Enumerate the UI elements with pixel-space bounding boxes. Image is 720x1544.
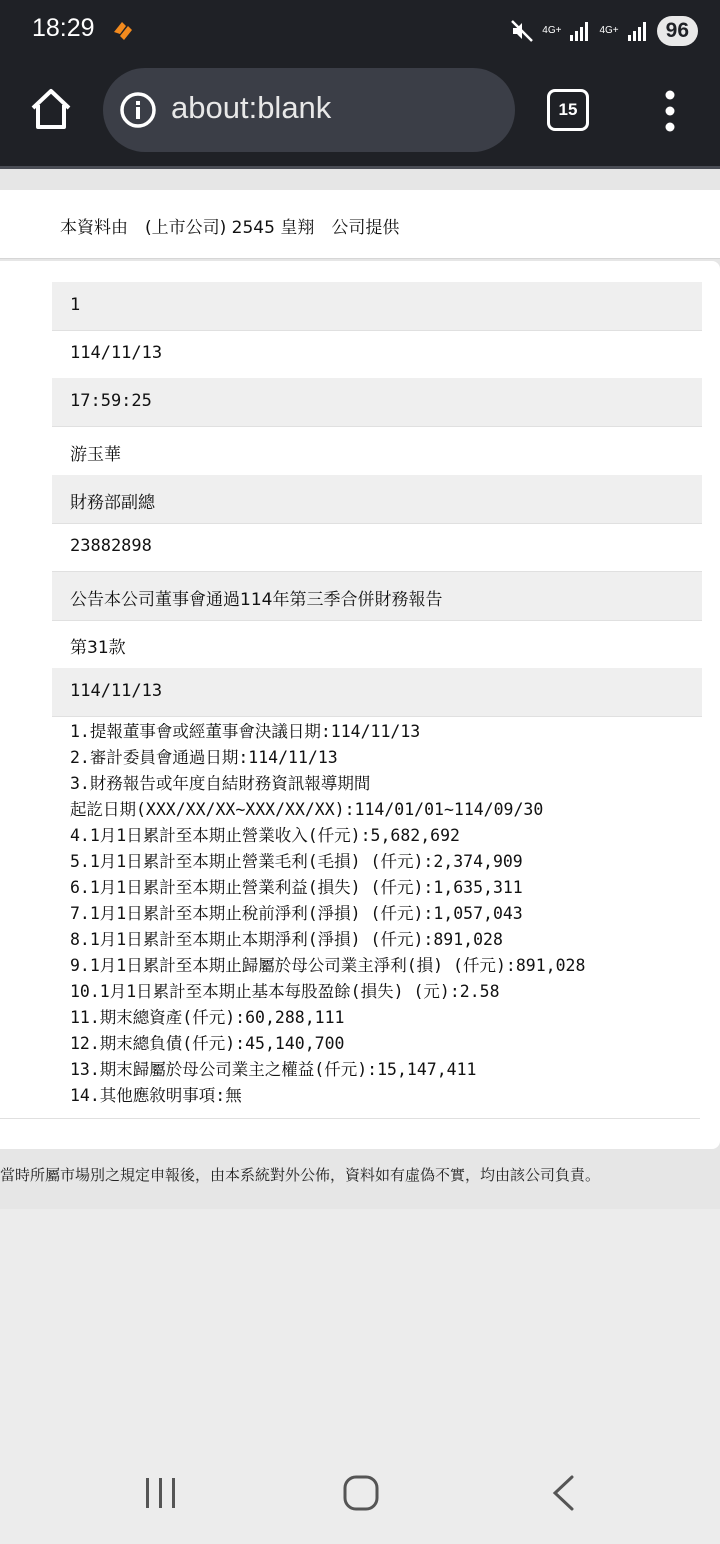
network-type-2: 4G+ xyxy=(599,25,619,36)
detail-line: 1.提報董事會或經董事會決議日期:114/11/13 xyxy=(70,722,421,741)
table-row xyxy=(52,427,702,476)
status-time: 18:29 xyxy=(32,14,95,42)
table-row xyxy=(52,378,702,427)
provider-header xyxy=(0,190,720,259)
home-icon[interactable] xyxy=(28,86,74,132)
row-value: 公告本公司董事會通過114年第三季合併財務報告 xyxy=(70,590,443,610)
info-icon[interactable] xyxy=(119,91,157,129)
more-menu-icon[interactable] xyxy=(660,86,680,136)
address-bar[interactable] xyxy=(103,68,515,152)
back-icon[interactable] xyxy=(550,1474,576,1512)
browser-toolbar xyxy=(0,66,720,156)
announcement-details xyxy=(70,719,710,1109)
detail-line: 6.1月1日累計至本期止營業利益(損失) (仟元):1,635,311 xyxy=(70,878,523,897)
table-row xyxy=(52,330,702,379)
row-value: 游玉華 xyxy=(70,445,121,465)
signal-icon xyxy=(627,20,649,42)
app-notification-icon xyxy=(110,18,136,44)
battery-indicator: 96 xyxy=(657,16,698,46)
detail-line: 13.期末歸屬於母公司業主之權益(仟元):15,147,411 xyxy=(70,1060,477,1079)
detail-line: 5.1月1日累計至本期止營業毛利(毛損) (仟元):2,374,909 xyxy=(70,852,523,871)
detail-line: 2.審計委員會通過日期:114/11/13 xyxy=(70,748,338,767)
detail-line: 12.期末總負債(仟元):45,140,700 xyxy=(70,1034,345,1053)
table-row xyxy=(52,668,702,717)
row-value: 第31款 xyxy=(70,638,126,658)
announcement-card xyxy=(0,261,720,1149)
table-row xyxy=(52,475,702,524)
network-type-1: 4G+ xyxy=(542,25,562,36)
row-value: 1 xyxy=(70,295,81,315)
url-text[interactable]: about:blank xyxy=(171,90,332,125)
signal-icon xyxy=(569,20,591,42)
home-nav-icon[interactable] xyxy=(342,1474,380,1512)
row-value: 114/11/13 xyxy=(70,681,163,701)
status-bar xyxy=(0,0,720,62)
detail-line: 11.期末總資產(仟元):60,288,111 xyxy=(70,1008,345,1027)
detail-line: 4.1月1日累計至本期止營業收入(仟元):5,682,692 xyxy=(70,826,460,845)
detail-line: 8.1月1日累計至本期止本期淨利(淨損) (仟元):891,028 xyxy=(70,930,503,949)
divider xyxy=(0,1118,700,1119)
detail-line: 7.1月1日累計至本期止稅前淨利(淨損) (仟元):1,057,043 xyxy=(70,904,523,923)
browser-chrome xyxy=(0,0,720,168)
row-value: 23882898 xyxy=(70,536,152,556)
row-value: 17:59:25 xyxy=(70,391,152,411)
system-nav-bar xyxy=(0,1440,720,1544)
table-row xyxy=(52,620,702,669)
disclaimer-text: 當時所屬市場別之規定申報後，由本系統對外公佈，資料如有虛偽不實，均由該公司負責。 xyxy=(0,1166,601,1184)
row-value: 114/11/13 xyxy=(70,343,163,363)
detail-line: 3.財務報告或年度自結財務資訊報導期間 xyxy=(70,774,371,793)
provider-text: 本資料由 (上市公司) 2545 皇翔 公司提供 xyxy=(60,218,400,238)
table-row xyxy=(52,282,702,331)
table-row xyxy=(52,523,702,572)
detail-line: 10.1月1日累計至本期止基本每股盈餘(損失) (元):2.58 xyxy=(70,982,500,1001)
detail-line: 起訖日期(XXX/XX/XX~XXX/XX/XX):114/01/01~114/09/30 xyxy=(70,800,544,819)
detail-line: 14.其他應敘明事項:無 xyxy=(70,1086,242,1105)
tab-switcher-button[interactable]: 15 xyxy=(547,89,589,131)
recent-apps-icon[interactable] xyxy=(144,1476,178,1510)
detail-line: 9.1月1日累計至本期止歸屬於母公司業主淨利(損) (仟元):891,028 xyxy=(70,956,586,975)
mute-icon xyxy=(510,19,534,43)
page-content xyxy=(0,169,720,1209)
table-row xyxy=(52,572,702,621)
status-icons xyxy=(510,14,698,48)
row-value: 財務部副總 xyxy=(70,493,155,513)
